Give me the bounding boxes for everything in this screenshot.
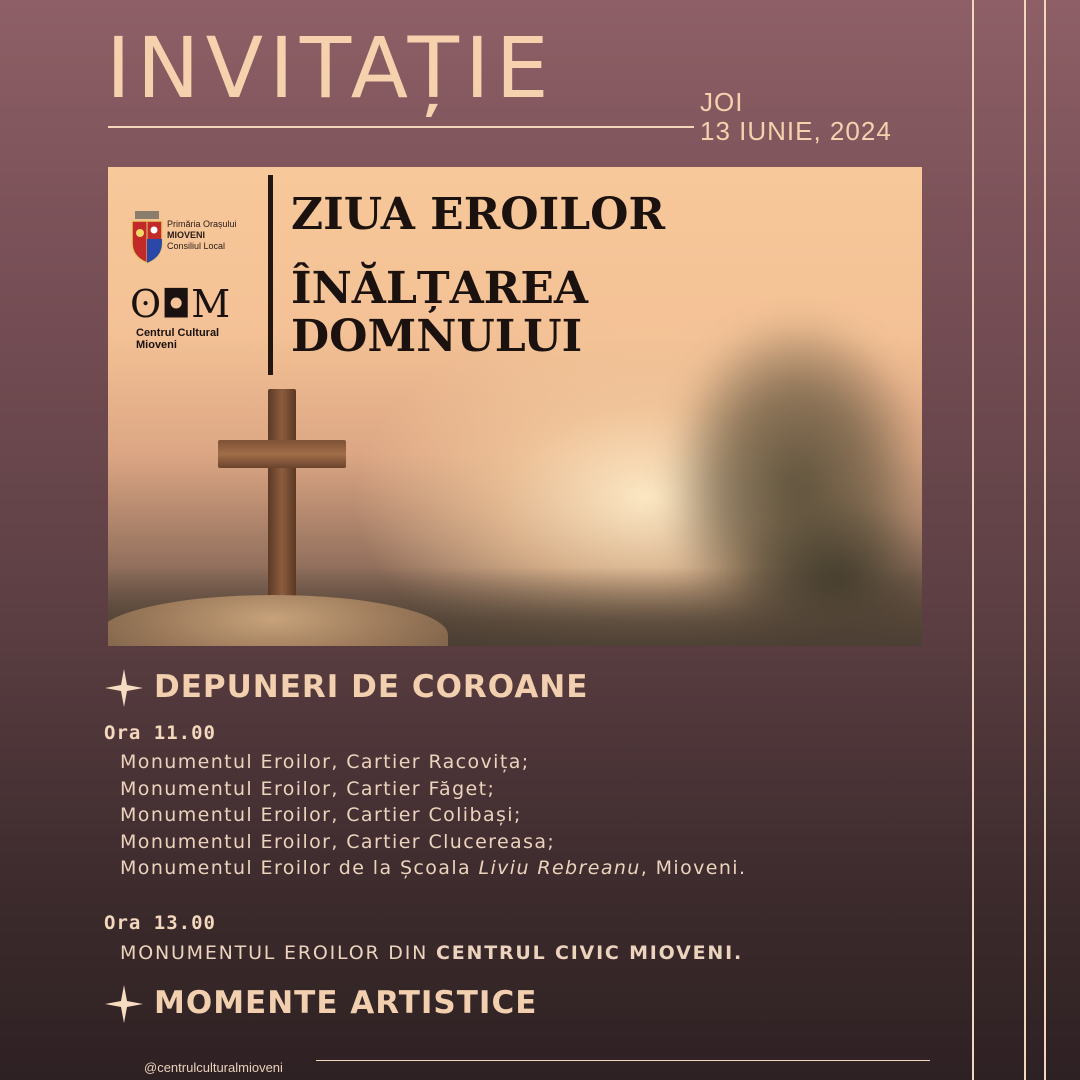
time-slot-1: Ora 11.00	[104, 722, 216, 744]
section-title-depuneri: DEPUNERI DE COROANE	[154, 669, 589, 705]
footer-rule	[316, 1060, 930, 1061]
banner-heading-line1: ZIUA EROILOR	[291, 189, 666, 240]
border-line-2	[1024, 0, 1026, 1080]
civic-center-location: MONUMENTUL EROILOR DIN CENTRUL CIVIC MIOVENI.	[120, 942, 743, 964]
list-item: Monumentul Eroilor, Cartier Racovița;	[120, 751, 530, 773]
heading-divider-bar	[268, 175, 273, 375]
cross-icon-vertical	[268, 389, 296, 603]
list-item: Monumentul Eroilor, Cartier Clucereasa;	[120, 830, 556, 853]
border-line-3	[1044, 0, 1046, 1080]
section-title-momente: MOMENTE ARTISTICE	[154, 985, 538, 1021]
list-item: Monumentul Eroilor de la Școala Liviu Rebreanu, Mioveni.	[120, 857, 747, 879]
cross-icon-horizontal	[218, 440, 346, 468]
sparkle-icon	[104, 668, 144, 708]
date-full: 13 IUNIE, 2024	[700, 116, 892, 146]
event-banner-image	[108, 167, 922, 646]
wreath-locations-list	[120, 749, 746, 882]
time-slot-2: Ora 13.00	[104, 912, 216, 934]
primaria-text: Primăria Orașului MIOVENI Consiliul Local	[167, 219, 237, 251]
social-handle: @centrulculturalmioveni	[144, 1060, 283, 1075]
event-date	[700, 88, 892, 146]
primaria-mioveni-logo	[130, 209, 250, 269]
ccm-logo-text: Centrul Cultural Mioveni	[136, 327, 220, 351]
banner-heading-line2: ÎNĂLȚAREA	[291, 263, 588, 314]
centrul-cultural-logo	[130, 282, 260, 355]
list-item: Monumentul Eroilor, Cartier Făget;	[120, 777, 496, 800]
border-line-1	[972, 0, 974, 1080]
invitation-title: INVITAȚIE	[106, 19, 555, 117]
date-day: JOI	[700, 87, 744, 117]
coat-of-arms-icon	[130, 211, 164, 265]
list-item: Monumentul Eroilor, Cartier Colibași;	[120, 804, 522, 826]
title-rule	[108, 126, 694, 128]
sparkle-icon	[104, 984, 144, 1024]
banner-heading-line3: DOMNULUI	[291, 311, 583, 362]
ccm-logo-mark: ʘ◘M	[130, 282, 231, 326]
